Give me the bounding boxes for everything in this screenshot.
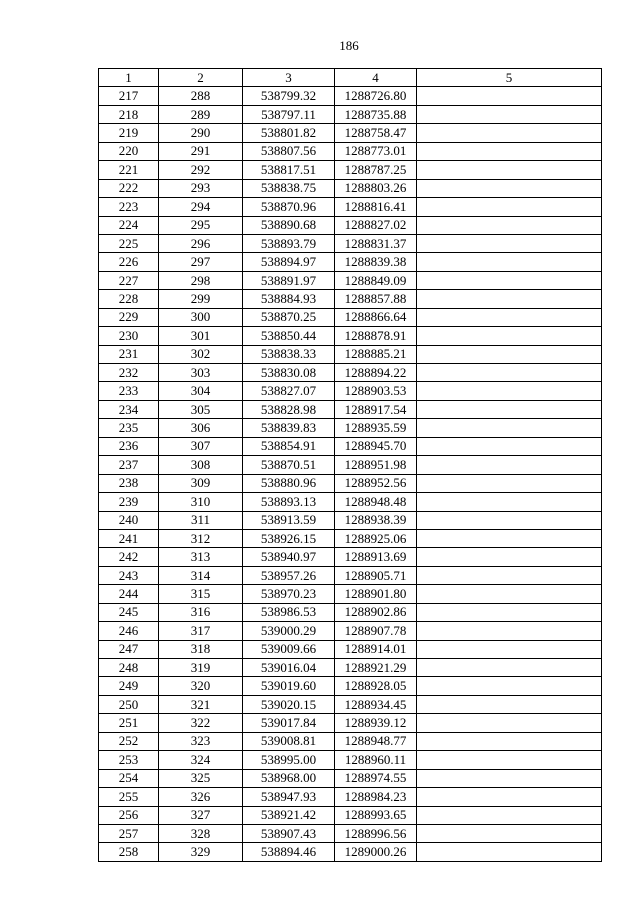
table-cell-col-1: 251 [99, 714, 159, 732]
table-cell-col-1: 244 [99, 585, 159, 603]
table-cell-col-3: 538893.13 [243, 493, 335, 511]
table-cell-col-5 [417, 437, 602, 455]
table-cell-col-5 [417, 659, 602, 677]
table-row [99, 105, 602, 123]
table-cell-col-2: 295 [159, 216, 243, 234]
table-cell-col-3: 538817.51 [243, 161, 335, 179]
table-header-row [99, 69, 602, 87]
table-cell-col-1: 238 [99, 474, 159, 492]
column-header-5: 5 [417, 69, 602, 87]
table-cell-col-3: 538828.98 [243, 400, 335, 418]
table-cell-col-4: 1288960.11 [335, 751, 417, 769]
table-cell-col-2: 320 [159, 677, 243, 695]
table-cell-col-5 [417, 769, 602, 787]
table-cell-col-2: 298 [159, 271, 243, 289]
table-cell-col-3: 538894.46 [243, 843, 335, 861]
coordinates-table [98, 68, 602, 862]
table-cell-col-4: 1288913.69 [335, 548, 417, 566]
table-cell-col-3: 538839.83 [243, 419, 335, 437]
table-cell-col-4: 1288984.23 [335, 788, 417, 806]
table-cell-col-2: 323 [159, 732, 243, 750]
table-row [99, 769, 602, 787]
table-cell-col-4: 1288951.98 [335, 456, 417, 474]
table-cell-col-1: 218 [99, 105, 159, 123]
table-row [99, 732, 602, 750]
table-row [99, 87, 602, 105]
table-cell-col-3: 539020.15 [243, 695, 335, 713]
table-cell-col-1: 222 [99, 179, 159, 197]
table-row [99, 824, 602, 842]
column-header-3: 3 [243, 69, 335, 87]
table-cell-col-1: 221 [99, 161, 159, 179]
table-cell-col-4: 1288839.38 [335, 253, 417, 271]
table-cell-col-4: 1288878.91 [335, 327, 417, 345]
table-row [99, 271, 602, 289]
table-row [99, 179, 602, 197]
table-row [99, 659, 602, 677]
table-cell-col-4: 1288735.88 [335, 105, 417, 123]
table-row [99, 419, 602, 437]
table-cell-col-5 [417, 161, 602, 179]
table-row [99, 456, 602, 474]
table-cell-col-4: 1288894.22 [335, 364, 417, 382]
table-cell-col-3: 538838.75 [243, 179, 335, 197]
table-cell-col-4: 1288905.71 [335, 566, 417, 584]
table-cell-col-1: 231 [99, 345, 159, 363]
table-row [99, 437, 602, 455]
table-row [99, 124, 602, 142]
table-cell-col-5 [417, 216, 602, 234]
table-cell-col-5 [417, 253, 602, 271]
table-cell-col-1: 254 [99, 769, 159, 787]
table-row [99, 308, 602, 326]
table-cell-col-4: 1288787.25 [335, 161, 417, 179]
table-cell-col-1: 234 [99, 400, 159, 418]
table-cell-col-5 [417, 308, 602, 326]
table-cell-col-5 [417, 290, 602, 308]
table-row [99, 161, 602, 179]
table-row [99, 566, 602, 584]
table-cell-col-1: 237 [99, 456, 159, 474]
table-cell-col-2: 291 [159, 142, 243, 160]
table-cell-col-3: 539019.60 [243, 677, 335, 695]
table-cell-col-2: 299 [159, 290, 243, 308]
table-cell-col-2: 302 [159, 345, 243, 363]
table-cell-col-4: 1288974.55 [335, 769, 417, 787]
table-row [99, 751, 602, 769]
table-cell-col-2: 315 [159, 585, 243, 603]
table-cell-col-4: 1288993.65 [335, 806, 417, 824]
table-cell-col-1: 220 [99, 142, 159, 160]
table-cell-col-5 [417, 824, 602, 842]
table-cell-col-5 [417, 622, 602, 640]
table-row [99, 603, 602, 621]
table-row [99, 493, 602, 511]
table-cell-col-2: 306 [159, 419, 243, 437]
table-cell-col-4: 1288831.37 [335, 234, 417, 252]
table-cell-col-1: 250 [99, 695, 159, 713]
table-cell-col-5 [417, 327, 602, 345]
table-cell-col-5 [417, 87, 602, 105]
table-cell-col-3: 538891.97 [243, 271, 335, 289]
table-cell-col-5 [417, 788, 602, 806]
table-cell-col-5 [417, 400, 602, 418]
table-cell-col-4: 1288914.01 [335, 640, 417, 658]
table-cell-col-1: 235 [99, 419, 159, 437]
table-cell-col-4: 1288934.45 [335, 695, 417, 713]
table-cell-col-4: 1288866.64 [335, 308, 417, 326]
table-cell-col-1: 258 [99, 843, 159, 861]
table-cell-col-4: 1288803.26 [335, 179, 417, 197]
table-cell-col-3: 539017.84 [243, 714, 335, 732]
table-cell-col-4: 1288948.48 [335, 493, 417, 511]
table-cell-col-3: 538880.96 [243, 474, 335, 492]
page-number: 186 [339, 38, 359, 53]
table-cell-col-1: 225 [99, 234, 159, 252]
table-cell-col-3: 538807.56 [243, 142, 335, 160]
table-cell-col-3: 538907.43 [243, 824, 335, 842]
table-cell-col-2: 327 [159, 806, 243, 824]
table-cell-col-4: 1288726.80 [335, 87, 417, 105]
table-row [99, 788, 602, 806]
table-cell-col-2: 288 [159, 87, 243, 105]
column-header-2: 2 [159, 69, 243, 87]
table-cell-col-4: 1288928.05 [335, 677, 417, 695]
table-cell-col-2: 312 [159, 529, 243, 547]
column-header-1: 1 [99, 69, 159, 87]
table-cell-col-2: 296 [159, 234, 243, 252]
table-cell-col-1: 257 [99, 824, 159, 842]
table-cell-col-2: 297 [159, 253, 243, 271]
table-cell-col-1: 242 [99, 548, 159, 566]
table-cell-col-1: 256 [99, 806, 159, 824]
table-cell-col-5 [417, 493, 602, 511]
table-cell-col-4: 1288945.70 [335, 437, 417, 455]
table-cell-col-2: 308 [159, 456, 243, 474]
table-row [99, 843, 602, 861]
table-cell-col-1: 247 [99, 640, 159, 658]
table-cell-col-1: 252 [99, 732, 159, 750]
table-cell-col-1: 245 [99, 603, 159, 621]
table-cell-col-4: 1288849.09 [335, 271, 417, 289]
table-cell-col-2: 318 [159, 640, 243, 658]
table-cell-col-2: 300 [159, 308, 243, 326]
table-cell-col-2: 325 [159, 769, 243, 787]
table-cell-col-5 [417, 364, 602, 382]
table-body [99, 87, 602, 861]
table-cell-col-1: 255 [99, 788, 159, 806]
table-cell-col-2: 311 [159, 511, 243, 529]
table-row [99, 548, 602, 566]
table-cell-col-3: 538838.33 [243, 345, 335, 363]
table-cell-col-2: 328 [159, 824, 243, 842]
table-cell-col-3: 538894.97 [243, 253, 335, 271]
table-cell-col-2: 309 [159, 474, 243, 492]
table-cell-col-5 [417, 198, 602, 216]
table-cell-col-4: 1288925.06 [335, 529, 417, 547]
table-cell-col-4: 1289000.26 [335, 843, 417, 861]
table-cell-col-2: 292 [159, 161, 243, 179]
table-row [99, 290, 602, 308]
table-cell-col-4: 1288921.29 [335, 659, 417, 677]
table-cell-col-4: 1288902.86 [335, 603, 417, 621]
table-row [99, 585, 602, 603]
table-cell-col-3: 538913.59 [243, 511, 335, 529]
table-cell-col-1: 217 [99, 87, 159, 105]
table-cell-col-1: 233 [99, 382, 159, 400]
table-cell-col-3: 538884.93 [243, 290, 335, 308]
table-cell-col-4: 1288917.54 [335, 400, 417, 418]
table-cell-col-3: 538870.51 [243, 456, 335, 474]
table-cell-col-1: 253 [99, 751, 159, 769]
table-cell-col-5 [417, 603, 602, 621]
table-cell-col-4: 1288885.21 [335, 345, 417, 363]
table-cell-col-5 [417, 751, 602, 769]
table-cell-col-4: 1288996.56 [335, 824, 417, 842]
table-row [99, 345, 602, 363]
table-cell-col-4: 1288948.77 [335, 732, 417, 750]
table-row [99, 327, 602, 345]
table-cell-col-4: 1288952.56 [335, 474, 417, 492]
table-cell-col-3: 538957.26 [243, 566, 335, 584]
table-cell-col-3: 538986.53 [243, 603, 335, 621]
table-cell-col-2: 289 [159, 105, 243, 123]
table-cell-col-5 [417, 806, 602, 824]
table-cell-col-1: 219 [99, 124, 159, 142]
table-cell-col-1: 240 [99, 511, 159, 529]
table-row [99, 714, 602, 732]
column-header-4: 4 [335, 69, 417, 87]
table-cell-col-2: 303 [159, 364, 243, 382]
table-cell-col-5 [417, 585, 602, 603]
table-cell-col-2: 317 [159, 622, 243, 640]
table-cell-col-5 [417, 234, 602, 252]
table-cell-col-3: 538995.00 [243, 751, 335, 769]
table-cell-col-4: 1288827.02 [335, 216, 417, 234]
table-cell-col-5 [417, 732, 602, 750]
table-cell-col-3: 539016.04 [243, 659, 335, 677]
table-cell-col-3: 538850.44 [243, 327, 335, 345]
table-row [99, 364, 602, 382]
table-cell-col-2: 294 [159, 198, 243, 216]
table-cell-col-5 [417, 124, 602, 142]
table-row [99, 511, 602, 529]
table-cell-col-2: 310 [159, 493, 243, 511]
table-cell-col-1: 249 [99, 677, 159, 695]
table-cell-col-4: 1288935.59 [335, 419, 417, 437]
table-cell-col-5 [417, 714, 602, 732]
table-cell-col-3: 538893.79 [243, 234, 335, 252]
table-row [99, 216, 602, 234]
table-cell-col-1: 248 [99, 659, 159, 677]
table-cell-col-2: 314 [159, 566, 243, 584]
table-cell-col-5 [417, 419, 602, 437]
table-cell-col-5 [417, 271, 602, 289]
table-cell-col-4: 1288758.47 [335, 124, 417, 142]
table-cell-col-2: 322 [159, 714, 243, 732]
table-cell-col-2: 305 [159, 400, 243, 418]
table-row [99, 695, 602, 713]
table-cell-col-4: 1288938.39 [335, 511, 417, 529]
table-cell-col-1: 227 [99, 271, 159, 289]
table-cell-col-2: 329 [159, 843, 243, 861]
table-cell-col-4: 1288903.53 [335, 382, 417, 400]
table-cell-col-5 [417, 105, 602, 123]
table-cell-col-5 [417, 382, 602, 400]
table-cell-col-5 [417, 843, 602, 861]
table-row [99, 253, 602, 271]
table-cell-col-5 [417, 179, 602, 197]
table-cell-col-3: 538970.23 [243, 585, 335, 603]
table-cell-col-3: 538801.82 [243, 124, 335, 142]
table-cell-col-3: 538947.93 [243, 788, 335, 806]
table-cell-col-3: 538827.07 [243, 382, 335, 400]
table-cell-col-3: 538870.25 [243, 308, 335, 326]
table-cell-col-5 [417, 695, 602, 713]
table-cell-col-4: 1288816.41 [335, 198, 417, 216]
table-cell-col-5 [417, 677, 602, 695]
table-cell-col-4: 1288907.78 [335, 622, 417, 640]
table-cell-col-1: 230 [99, 327, 159, 345]
table-cell-col-2: 319 [159, 659, 243, 677]
table-cell-col-2: 304 [159, 382, 243, 400]
table-cell-col-4: 1288773.01 [335, 142, 417, 160]
table-cell-col-1: 241 [99, 529, 159, 547]
table-row [99, 677, 602, 695]
table-cell-col-2: 326 [159, 788, 243, 806]
table-row [99, 198, 602, 216]
table-cell-col-2: 290 [159, 124, 243, 142]
table-cell-col-3: 538870.96 [243, 198, 335, 216]
table-row [99, 234, 602, 252]
table-cell-col-1: 224 [99, 216, 159, 234]
table-cell-col-2: 313 [159, 548, 243, 566]
table-cell-col-1: 223 [99, 198, 159, 216]
table-row [99, 806, 602, 824]
table-cell-col-1: 232 [99, 364, 159, 382]
table-cell-col-2: 324 [159, 751, 243, 769]
table-row [99, 640, 602, 658]
table-cell-col-2: 316 [159, 603, 243, 621]
table-cell-col-3: 539009.66 [243, 640, 335, 658]
table-cell-col-3: 538926.15 [243, 529, 335, 547]
table-cell-col-3: 539008.81 [243, 732, 335, 750]
table-cell-col-1: 228 [99, 290, 159, 308]
table-cell-col-3: 538799.32 [243, 87, 335, 105]
table-cell-col-3: 539000.29 [243, 622, 335, 640]
table-cell-col-2: 307 [159, 437, 243, 455]
table-cell-col-1: 226 [99, 253, 159, 271]
table-cell-col-5 [417, 548, 602, 566]
table-cell-col-5 [417, 456, 602, 474]
table-row [99, 142, 602, 160]
table-row [99, 529, 602, 547]
table-cell-col-5 [417, 142, 602, 160]
table-row [99, 622, 602, 640]
table-cell-col-3: 538921.42 [243, 806, 335, 824]
table-cell-col-1: 243 [99, 566, 159, 584]
table-cell-col-4: 1288939.12 [335, 714, 417, 732]
table-cell-col-2: 293 [159, 179, 243, 197]
table-cell-col-1: 236 [99, 437, 159, 455]
table-cell-col-3: 538968.00 [243, 769, 335, 787]
table-cell-col-4: 1288901.80 [335, 585, 417, 603]
table-row [99, 400, 602, 418]
table-cell-col-5 [417, 474, 602, 492]
table-cell-col-5 [417, 529, 602, 547]
table-cell-col-5 [417, 511, 602, 529]
table-row [99, 474, 602, 492]
table-cell-col-1: 229 [99, 308, 159, 326]
table-cell-col-3: 538797.11 [243, 105, 335, 123]
table-cell-col-1: 246 [99, 622, 159, 640]
table-cell-col-5 [417, 640, 602, 658]
table-cell-col-1: 239 [99, 493, 159, 511]
table-cell-col-3: 538854.91 [243, 437, 335, 455]
table-cell-col-2: 301 [159, 327, 243, 345]
table-cell-col-5 [417, 345, 602, 363]
table-cell-col-3: 538830.08 [243, 364, 335, 382]
table-cell-col-4: 1288857.88 [335, 290, 417, 308]
table-row [99, 382, 602, 400]
table-cell-col-3: 538940.97 [243, 548, 335, 566]
table-cell-col-5 [417, 566, 602, 584]
table-cell-col-2: 321 [159, 695, 243, 713]
table-cell-col-3: 538890.68 [243, 216, 335, 234]
